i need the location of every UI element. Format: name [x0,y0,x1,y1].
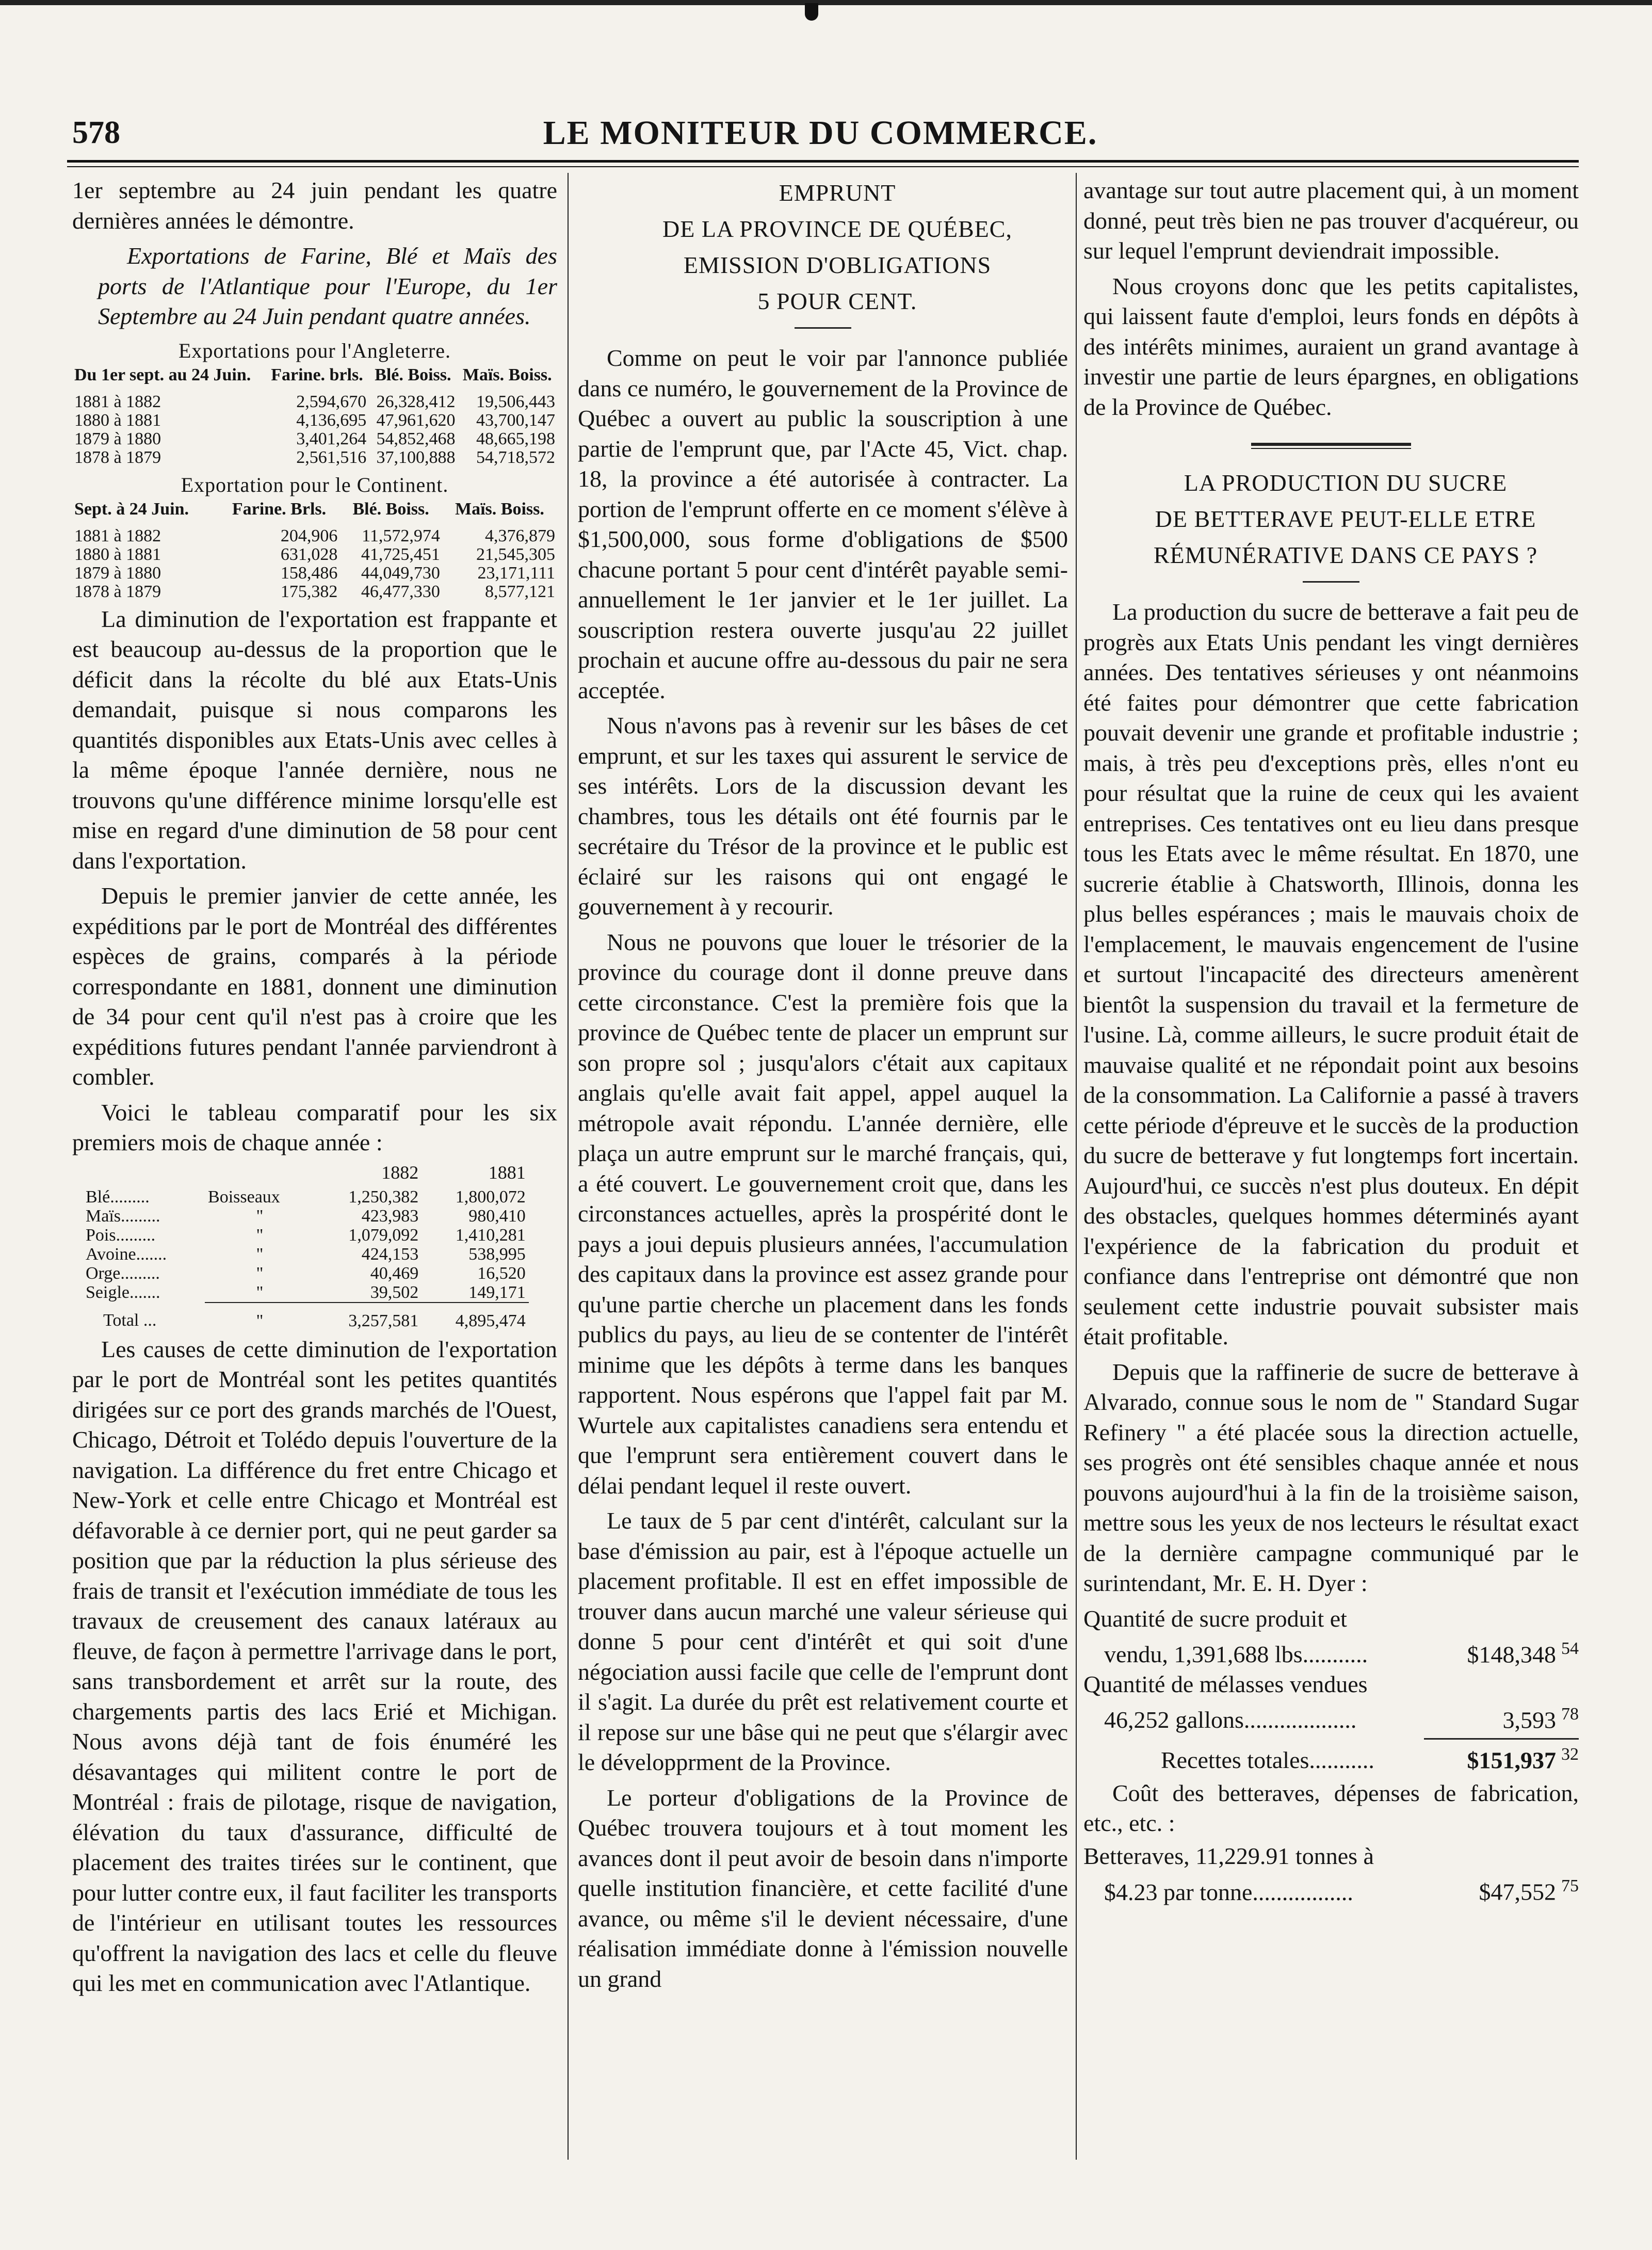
table-row [83,1207,529,1226]
column-3 [1083,175,1579,2162]
cell: 19,506,443 [476,392,555,411]
column-header: Maïs. Boiss. [462,365,552,384]
unit: " [205,1303,315,1330]
exports-england-table [72,366,557,467]
unit: " [256,1244,264,1264]
total-line [1083,1740,1579,1775]
paragraph: Le taux de 5 par cent d'intérêt, calculant sur la base d'émission au pair, est à l'époque actuelle un placement profitable. Il est en effet impossible de trouver dans aucun marché une valeur sérieuse qui donne 5 pour cent d'intérêt et qui soit d'une négociation aussi facile que celle de l'emprunt dont il s'agit. La durée du prêt est relativement courte et il repose sur une bâse qui ne peut que s'élargir avec le développrment de la Province. [578,1507,1068,1775]
cell: 54,852,468 [376,429,456,448]
cell: 1878 à 1879 [74,582,161,601]
section-double-rule [1251,443,1411,449]
account-desc: $4.23 par tonne................. [1104,1878,1353,1905]
paragraph: Coût des betteraves, dépenses de fabrication, etc., etc. : [1083,1780,1579,1837]
unit: Boisseaux [208,1187,280,1207]
column-header: Blé. Boiss. [375,365,451,384]
column-divider-2 [1076,173,1077,2160]
section-rule [795,327,851,329]
cell: 54,718,572 [476,447,555,467]
article-heading-emprunt [578,178,1068,317]
cell: 158,486 [280,563,338,583]
cell: 3,401,264 [296,429,367,448]
page-header [72,108,1568,165]
paragraph: Nous croyons donc que les petits capitalistes, qui laissent faute d'emploi, leurs fonds en dépôts à des intérêts minimes, auraient un grand avantage à investir une partie de leurs épargnes, en obligations de la Province de Québec. [1083,272,1579,420]
table-row [72,430,557,448]
scan-top-border [0,0,1652,5]
value-1882: 423,983 [361,1206,419,1226]
table-row [83,1245,529,1264]
account-line-label: Quantité de mélasses vendues [1083,1670,1368,1697]
cell: 47,961,620 [376,410,456,430]
table-caption-continent: Exportation pour le Continent. [181,473,449,496]
table-row [72,393,557,411]
cents: 78 [1561,1704,1579,1724]
column-header: Blé. Boiss. [352,499,429,519]
year-header: 1882 [381,1162,419,1183]
value-1881: 149,171 [468,1282,526,1302]
table-row [72,545,557,564]
heading-line: RÉMUNÉRATIVE DANS CE PAYS ? [1153,542,1538,568]
grain-name: Blé......... [86,1187,150,1207]
account-desc: 46,252 gallons................... [1104,1707,1357,1733]
table-title: Exportations de Farine, Blé et Maïs des ports de l'Atlantique pour l'Europe, du 1er Septembre au 24 Juin pendant quatre années. [98,243,557,329]
cell: 2,561,516 [296,447,367,467]
table-row [83,1283,529,1303]
table-row [83,1226,529,1245]
paragraph: Voici le tableau comparatif pour les six premiers mois de chaque année : [72,1099,557,1155]
column-header: Sept. à 24 Juin. [74,499,189,519]
cents: 32 [1561,1745,1579,1764]
paragraph: La production du sucre de betterave a fait peu de progrès aux Etats Unis pendant les vingt dernières années. Des tentatives sérieuses y ont néanmoins été faites pour démontrer que cette fabrication pouvait devenir une grande et profitable industrie ; mais, à très peu d'exceptions près, elles n'ont eu pour résultat que la ruine de ceux qui les avaient entreprises. Ces tentatives ont eu lieu dans presque tous les Etats avec le même résultat. En 1870, une sucrerie établie à Chatsworth, Illinois, donna les plus belles espérances ; mais le mauvais choix de l'emplacement, le mauvais engencement de l'usine et surtout l'incapacité des directeurs amenèrent bientôt la suspension du travail et la fermeture de l'usine. Là, comme ailleurs, le sucre produit était de mauvaise qualité et ne répondait point aux besoins de la consommation. La Californie a passé à travers cette période d'épreuve et le succès de la production du sucre de betterave y fut longtemps fort incertain. Aujourd'hui, ce succès n'est plus douteux. En dépit des obstacles, quelques hommes déterminés ayant l'expérience de la fabrication du produit et confiance dans l'entreprise ont démontré que non seulement cette industrie pouvait subsister mais était profitable. [1083,599,1579,1349]
cell: 1881 à 1882 [74,526,161,545]
section-rule [1303,581,1359,583]
cell: 1879 à 1880 [74,429,161,448]
grain-name: Seigle....... [86,1283,160,1302]
column-header: Farine. brls. [271,365,363,384]
paragraph: Comme on peut le voir par l'annonce publiée dans ce numéro, le gouvernement de la Province de Québec a ouvert au public la souscription à une partie de l'emprunt que, par l'Acte 45, Vict. chap. 18, la province a été autorisée à contracter. La portion de l'emprunt offerte en ce moment s'élève à $1,500,000, sous forme d'obligations de $500 chacune portant 5 pour cent d'intérêt payable semi-annuellement le 1er janvier et le 1er juillet. La souscription restera ouverte jusqu'au 22 juillet prochain et aucune offre au-dessous du pair ne sera acceptée. [578,345,1068,703]
cell: 1881 à 1882 [74,392,161,411]
cell: 204,906 [280,526,338,545]
unit: " [256,1282,264,1302]
paragraph: Le porteur d'obligations de la Province de Québec trouvera toujours et à tout moment les avances dont il peut avoir de besoin dans n'importe quelle institution financière, et cette facilité d'une avance, ou même s'il le devient nécessaire, d'une réalisation immédiate donne à l'émission nouvelle un grand [578,1784,1068,1992]
cell: 1878 à 1879 [74,447,161,467]
header-rule-thick [67,160,1579,163]
amount: $148,348 [1467,1641,1556,1667]
table-row [83,1264,529,1283]
value-1882: 39,502 [370,1282,419,1302]
total-1881: 4,895,474 [422,1303,529,1330]
amount: $47,552 [1479,1878,1556,1905]
account-line [1083,1871,1579,1907]
table-row [72,527,557,545]
account-desc: vendu, 1,391,688 lbs........... [1104,1641,1368,1667]
table-header-row [83,1163,529,1187]
article-heading-sucre [1083,468,1579,571]
value-1881: 1,410,281 [455,1225,526,1245]
column-header: Maïs. Boiss. [455,499,544,519]
account-line [1083,1634,1579,1669]
cell: 21,545,305 [476,544,555,564]
cell: 4,376,879 [485,526,555,545]
column-header: Du 1er sept. au 24 Juin. [74,365,251,384]
heading-line: 5 POUR CENT. [757,288,917,314]
page-number: 578 [72,115,120,150]
cents: 54 [1561,1638,1579,1658]
cell: 631,028 [280,544,338,564]
heading-line: DE BETTERAVE PEUT-ELLE ETRE [1155,506,1536,532]
paragraph: Nous n'avons pas à revenir sur les bâses de cet emprunt, et sur les taxes qui assurent le service de ses intérêts. Lors de la discussion devant les chambres, tous les détails ont été fournis par le secrétaire du Trésor de la province et le public est éclairé sur les raisons qui ont engagé le gouvernement à y recourir. [578,712,1068,920]
paragraph: avantage sur tout autre placement qui, à un moment donné, peut très bien ne pas trouver d'acquéreur, ou sur lequel l'emprunt deviendrait impossible. [1083,177,1579,264]
table-row [72,448,557,467]
cell: 46,477,330 [361,582,440,601]
paragraph: Depuis que la raffinerie de sucre de betterave à Alvarado, connue sous le nom de " Standard Sugar Refinery " a été placée sous la direction actuelle, ses progrès ont été sensibles chaque année et nous pouvons aujourd'hui à la fin de la troisième saison, mettre sous les yeux de nos lecteurs le résultat exact de la dernière campagne communiqué par le surintendant, Mr. E. H. Dyer : [1083,1358,1579,1596]
paragraph: La diminution de l'exportation est frappante et est beaucoup au-dessus de la proportion que le déficit dans la récolte du blé aux Etats-Unis demandait, puisque si nous comparons les quantités disponibles aux Etats-Unis avec celles à la même époque l'année dernière, nous ne trouvons qu'une différence minime lorsqu'elle est mise en regard d'une diminution de 58 pour cent dans l'exportation. [72,605,557,874]
table-row [72,411,557,430]
account-line-label: Quantité de sucre produit et [1083,1605,1347,1632]
table-header-row [72,500,557,527]
total-row [83,1303,529,1330]
heading-line: LA PRODUCTION DU SUCRE [1184,470,1508,496]
amount: 3,593 [1502,1707,1556,1733]
heading-line: DE LA PROVINCE DE QUÉBEC, [662,216,1012,242]
table-row [83,1187,529,1207]
value-1881: 538,995 [468,1244,526,1264]
grains-comparison-table [83,1163,529,1330]
scan-binding-mark [805,3,818,21]
value-1881: 980,410 [468,1206,526,1226]
cell: 44,049,730 [361,563,440,583]
cell: 1880 à 1881 [74,410,161,430]
paragraph: Depuis le premier janvier de cette année, les expéditions par le port de Montréal des différentes espèces de grains, comparés à la période correspondante en 1881, donnent une diminution de 34 pour cent qu'il n'est pas à croire que les expéditions futures pendant l'année parviendront à combler. [72,882,557,1090]
unit: " [256,1225,264,1245]
cell: 1880 à 1881 [74,544,161,564]
cents: 75 [1561,1876,1579,1896]
cell: 8,577,121 [485,582,555,601]
value-1882: 424,153 [361,1244,419,1264]
exports-continent-table [72,500,557,601]
masthead-title: LE MONITEUR DU COMMERCE. [543,114,1098,152]
column-divider-1 [568,173,569,2160]
total-label: Total ... [103,1311,157,1330]
cell: 26,328,412 [376,392,456,411]
value-1881: 1,800,072 [455,1187,526,1207]
cell: 43,700,147 [476,410,555,430]
account-line [1083,1699,1579,1735]
cell: 2,594,670 [296,392,367,411]
cell: 41,725,451 [361,544,440,564]
table-row [72,583,557,601]
cell: 11,572,974 [362,526,440,545]
cell: 4,136,695 [296,410,367,430]
grain-name: Avoine....... [86,1244,167,1264]
value-1882: 1,079,092 [348,1225,419,1245]
cell: 1879 à 1880 [74,563,161,583]
column-1 [72,175,557,2162]
amount: $151,937 [1467,1747,1556,1774]
cell: 175,382 [280,582,338,601]
unit: " [256,1206,264,1226]
total-label: Recettes totales........... [1161,1747,1374,1774]
header-rule-thin [67,166,1579,167]
heading-line: EMISSION D'OBLIGATIONS [683,252,992,278]
paragraph: Les causes de cette diminution de l'exportation par le port de Montréal sont les petites quantités dirigées sur ce port des grands marchés de l'Ouest, Chicago, Détroit et Tolédo depuis l'ouverture de la navigation. La différence du fret entre Chicago et New-York et celle entre Chicago et Montréal est défavorable à ce dernier port, qui ne peut garder sa position que par la réduction la plus sérieuse des frais de transit et l'exécution immédiate de tous les travaux de creusement des canaux latéraux au fleuve, de façon à permettre l'arrivage dans le port, sans transbordement et arrêt sur la route, des chargements partis des lacs Erié et Michigan. Nous avons déjà tant de fois énuméré les désavantages qui militent contre le port de Montréal : frais de pilotage, risque de navigation, élévation du taux d'assurance, difficulté de placement des traites tirées sur le continent, que pour lutter contre eux, il faut faciliter les transports de l'intérieur en utilisant toutes les ressources qu'offrent la navigation des lacs et celle du fleuve qui les met en communication avec l'Atlantique. [72,1336,557,1996]
heading-line: EMPRUNT [779,180,896,206]
paragraph: Nous ne pouvons que louer le trésorier de la province du courage dont il donne preuve dans cette circonstance. C'est la première fois que la province de Québec tente de placer un emprunt sur son propre sol ; jusqu'alors c'était aux capitaux anglais qu'elle avait fait appel, appel auquel la métropole avait répondu. L'année dernière, elle plaça un autre emprunt sur le marché français, qui, a été couvert. Le gouvernement croit que, dans les circonstances actuelles, après la prospérité dont le pays a joui depuis plusieurs années, l'accumulation des capitaux dans la province est assez grande pour qu'une partie cherche un placement dans les fonds publics du pays, au lieu de se contenter de l'intérêt minime que les dépôts à terme dans les banques rapportent. Nous espérons que l'appel fait par M. Wurtele aux capitalistes canadiens sera entendu et que l'emprunt sera entièrement couvert dans le délai pendant lequel il reste ouvert. [578,928,1068,1499]
value-1882: 40,469 [370,1263,419,1283]
cell: 37,100,888 [376,447,456,467]
value-1882: 1,250,382 [348,1187,419,1207]
table-caption-england: Exportations pour l'Angleterre. [178,339,451,362]
sugar-accounts [1083,1604,1579,1907]
cell: 48,665,198 [476,429,555,448]
column-2 [578,175,1068,2162]
grain-name: Orge......... [86,1263,160,1283]
table-header-row [72,366,557,393]
column-header: Farine. Brls. [232,499,327,519]
table-row [72,564,557,583]
paragraph: 1er septembre au 24 juin pendant les quatre dernières années le démontre. [72,177,557,234]
cell: 23,171,111 [477,563,555,583]
grain-name: Maïs......... [86,1206,160,1226]
account-line-label: Betteraves, 11,229.91 tonnes à [1083,1843,1374,1870]
year-header: 1881 [488,1162,526,1183]
total-1882: 3,257,581 [315,1303,422,1330]
unit: " [256,1263,264,1283]
grain-name: Pois......... [86,1225,156,1245]
value-1881: 16,520 [477,1263,526,1283]
